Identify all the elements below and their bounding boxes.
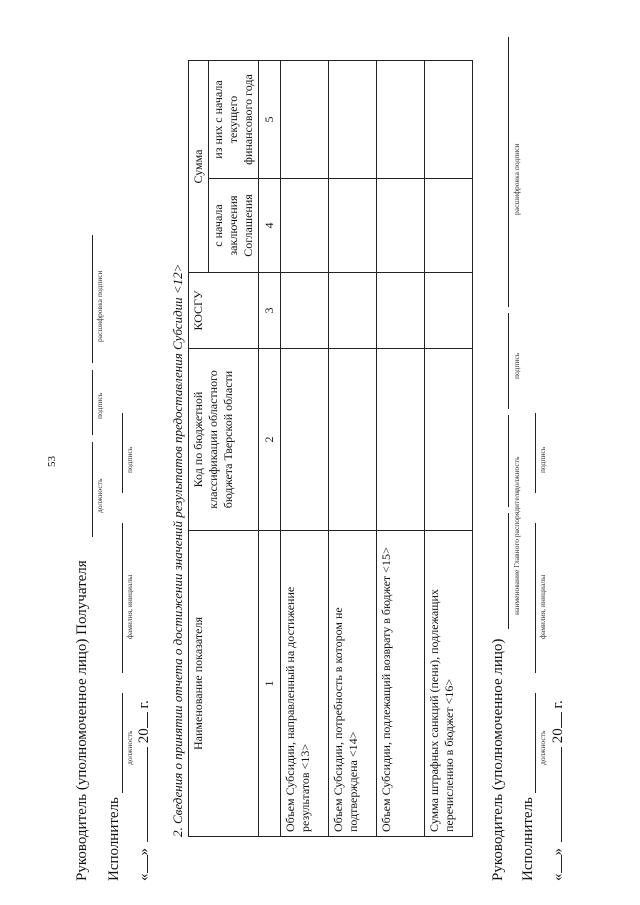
- cell-sum-year[interactable]: [377, 61, 425, 179]
- cell-sum-year[interactable]: [281, 61, 329, 179]
- cell-sum-agreement[interactable]: [281, 179, 329, 273]
- cell-kosgu[interactable]: [329, 273, 377, 349]
- date-year: 20: [550, 728, 566, 744]
- recipient-decoding-line: [92, 235, 93, 363]
- column-number: 3: [259, 273, 281, 349]
- table-row: [425, 61, 473, 837]
- cell-sum-agreement[interactable]: [377, 179, 425, 273]
- row-name: Сумма штрафных санкций (пени), подлежащих перечислению в бюджет <16>: [425, 531, 473, 837]
- hint-org: наименование Главного распорядителя: [512, 490, 521, 615]
- hint-signature: подпись: [512, 352, 521, 379]
- cell-code[interactable]: [281, 349, 329, 531]
- header-sum-year: из них с начала текущего финансового года: [209, 61, 259, 179]
- executor-label: Исполнитель: [520, 797, 536, 881]
- executor-position-line: [535, 693, 536, 793]
- table-row: [329, 61, 377, 837]
- cell-kosgu[interactable]: [377, 273, 425, 349]
- date-suffix: г.: [136, 700, 152, 709]
- recipient-head-label: Руководитель (уполномоченное лицо) Получателя: [74, 560, 90, 881]
- executor-name-line: [535, 523, 536, 673]
- row-name: Объем Субсидии, подлежащий возврату в бюджет <15>: [377, 531, 425, 837]
- hint-executor-position: должность: [538, 730, 547, 765]
- hint-executor-signature: подпись: [538, 446, 547, 473]
- distributor-head-label: Руководитель (уполномоченное лицо): [490, 638, 506, 881]
- date-line: [550, 700, 567, 881]
- date-suffix: г.: [550, 700, 566, 709]
- cell-sum-year[interactable]: [329, 61, 377, 179]
- executor-signature-line: [122, 413, 123, 493]
- row-name: Объем Субсидии, потребность в котором не подтверждена <14>: [329, 531, 377, 837]
- column-number: 5: [259, 61, 281, 179]
- hint-executor-signature: подпись: [125, 446, 134, 473]
- hint-executor-position: должность: [125, 730, 134, 765]
- distributor-org-line: [508, 513, 509, 629]
- distributor-position-line: [508, 415, 509, 507]
- table-row: [281, 61, 329, 837]
- header-code: Код по бюджетной классификации областного бюджета Тверской области: [189, 349, 259, 531]
- executor-position-line: [122, 693, 123, 793]
- date-line: [136, 700, 153, 881]
- hint-executor-name: фамилия, инициалы: [538, 574, 547, 639]
- executor-label: Исполнитель: [106, 797, 122, 881]
- cell-kosgu[interactable]: [281, 273, 329, 349]
- cell-code[interactable]: [425, 349, 473, 531]
- table-row: [377, 61, 425, 837]
- section-title: 2. Сведения о принятии отчета о достижении значений результатов предоставления Субсидии <12>: [170, 263, 185, 837]
- results-table: [188, 60, 473, 837]
- hint-executor-name: фамилия, инициалы: [125, 574, 134, 639]
- column-number: 2: [259, 349, 281, 531]
- cell-sum-agreement[interactable]: [425, 179, 473, 273]
- page-number: 53: [46, 456, 58, 467]
- column-number: 4: [259, 179, 281, 273]
- cell-sum-year[interactable]: [425, 61, 473, 179]
- date-close-quote: »: [136, 848, 152, 856]
- header-sum: Сумма: [189, 61, 209, 273]
- date-year: 20: [136, 728, 152, 744]
- date-open-quote: «: [550, 873, 566, 881]
- executor-name-line: [122, 523, 123, 673]
- row-name: Объем Субсидии, направленный на достижение результатов <13>: [281, 531, 329, 837]
- header-kosgu: КОСГУ: [189, 273, 259, 349]
- date-open-quote: «: [136, 873, 152, 881]
- date-close-quote: »: [550, 848, 566, 856]
- cell-sum-agreement[interactable]: [329, 179, 377, 273]
- cell-code[interactable]: [329, 349, 377, 531]
- cell-code[interactable]: [377, 349, 425, 531]
- recipient-signature-line: [92, 370, 93, 435]
- executor-signature-line: [535, 413, 536, 493]
- header-name: Наименование показателя: [189, 531, 259, 837]
- distributor-decoding-line: [508, 37, 509, 307]
- header-sum-agreement: с начала заключения Соглашения: [209, 179, 259, 273]
- hint-signature: подпись: [95, 392, 104, 419]
- hint-position: должность: [95, 478, 104, 513]
- hint-position: должность: [512, 456, 521, 491]
- cell-kosgu[interactable]: [425, 273, 473, 349]
- hint-decoding: расшифровка подписи: [512, 143, 521, 215]
- recipient-position-line: [92, 442, 93, 537]
- distributor-signature-line: [508, 313, 509, 409]
- column-number: 1: [259, 531, 281, 837]
- hint-decoding: расшифровка подписи: [95, 270, 104, 342]
